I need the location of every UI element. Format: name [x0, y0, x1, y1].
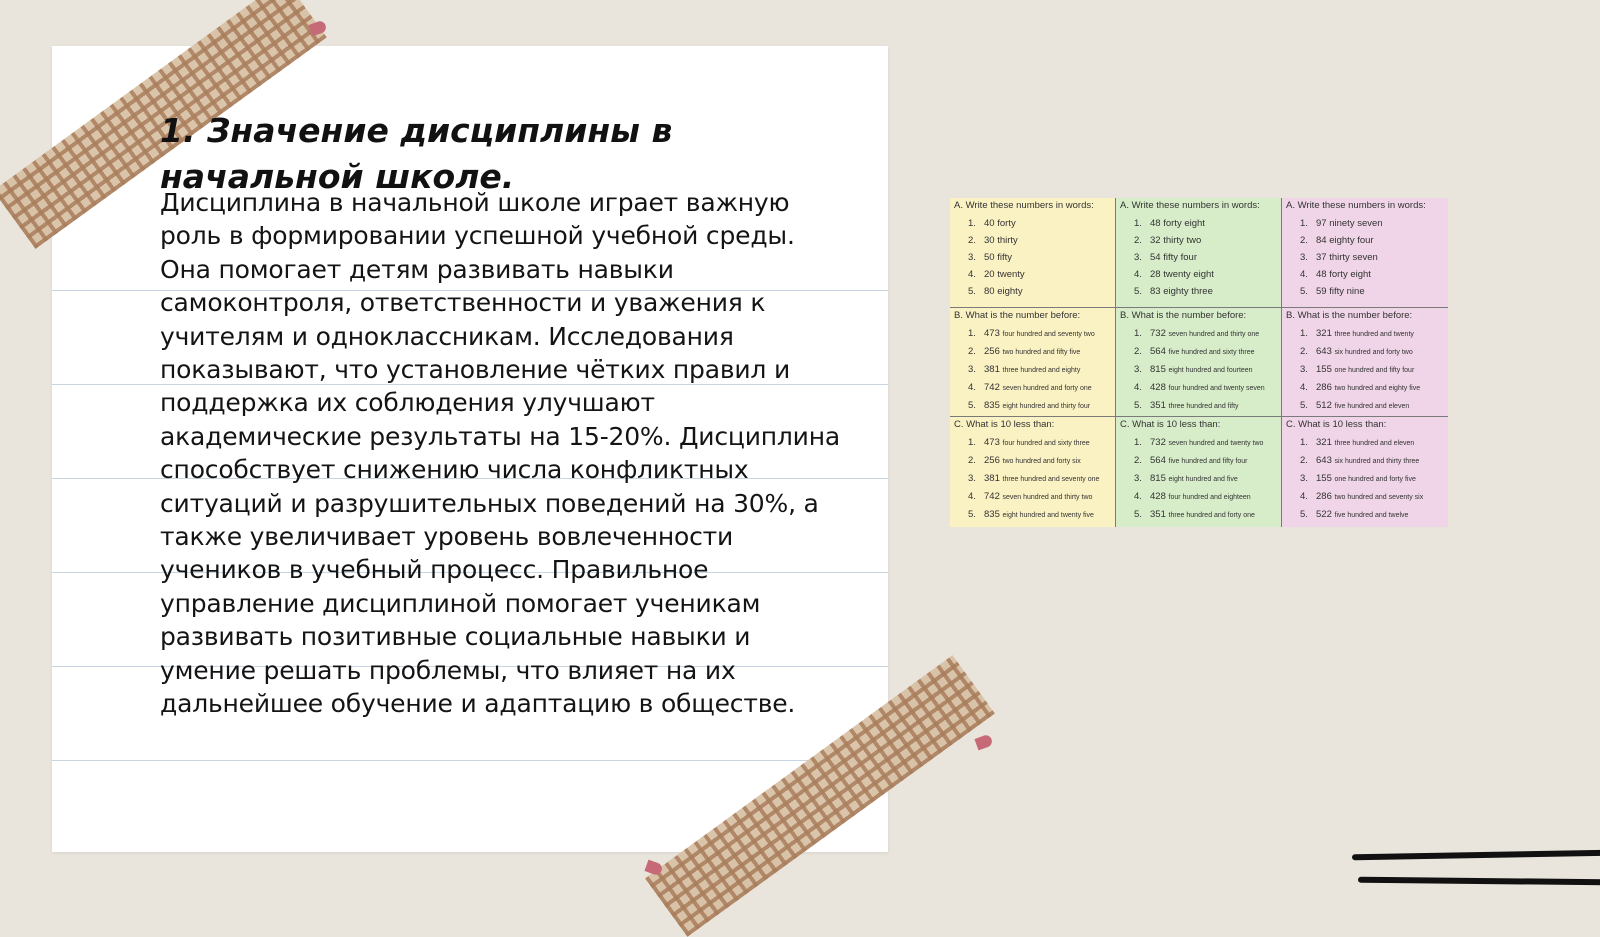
worksheet-item-words: forty eight: [1163, 218, 1205, 229]
worksheet-item-value: 256: [984, 345, 1000, 357]
worksheet-item-words: two hundred and seventy six: [1334, 494, 1424, 502]
worksheet-item-value: 28: [1150, 269, 1161, 280]
worksheet-item-number: 5.: [1300, 286, 1308, 297]
worksheet-item: [954, 506, 1109, 524]
worksheet-item-number: 1.: [968, 437, 976, 449]
worksheet-item: [1286, 434, 1442, 452]
decorative-line: [1358, 877, 1600, 886]
worksheet-item: [1286, 452, 1442, 470]
worksheet-item-words: thirty two: [1163, 235, 1202, 246]
tape-tip: [974, 734, 993, 751]
worksheet-item-words: one hundred and fifty four: [1334, 366, 1415, 374]
worksheet-item-value: 40: [984, 218, 995, 229]
worksheet-item-value: 381: [984, 363, 1000, 375]
worksheet-item-words: four hundred and sixty three: [1002, 440, 1090, 448]
worksheet-item-words: three hundred and fifty: [1168, 402, 1239, 410]
worksheet-item-value: 742: [984, 381, 1000, 393]
worksheet-item-value: 286: [1316, 381, 1332, 393]
worksheet-item: [1286, 266, 1442, 283]
worksheet-item: [954, 488, 1109, 506]
worksheet-item-words: six hundred and thirty three: [1334, 458, 1420, 466]
worksheet-item-value: 643: [1316, 455, 1332, 467]
worksheet-item-number: 2.: [968, 455, 976, 467]
worksheet-item-number: 1.: [968, 327, 976, 339]
worksheet-item-value: 473: [984, 437, 1000, 449]
worksheet-item: [954, 470, 1109, 488]
worksheet-item: [954, 283, 1109, 300]
worksheet-item-value: 321: [1316, 327, 1332, 339]
worksheet-item-value: 428: [1150, 491, 1166, 503]
worksheet-item: [1120, 434, 1275, 452]
worksheet-item: [1120, 343, 1275, 361]
worksheet-cell: [1282, 308, 1448, 418]
worksheet-item-value: 428: [1150, 381, 1166, 393]
worksheet-item-number: 4.: [1300, 269, 1308, 280]
worksheet-item-value: 50: [984, 252, 995, 263]
worksheet-item-number: 5.: [968, 286, 976, 297]
worksheet-item-words: forty eight: [1329, 269, 1371, 280]
worksheet-item-value: 473: [984, 327, 1000, 339]
worksheet-item-value: 155: [1316, 473, 1332, 485]
worksheet-heading: C. What is 10 less than:: [1286, 419, 1387, 431]
worksheet-item-words: five hundred and fifty four: [1168, 458, 1248, 466]
worksheet-item-value: 321: [1316, 437, 1332, 449]
worksheet-item-words: seven hundred and thirty two: [1002, 494, 1093, 502]
worksheet-item-number: 4.: [1300, 381, 1308, 393]
worksheet-heading: A. Write these numbers in words:: [1286, 200, 1426, 211]
worksheet-item: [1120, 325, 1275, 343]
worksheet-item-words: five hundred and eleven: [1334, 402, 1410, 410]
worksheet-item-words: thirty seven: [1329, 252, 1378, 263]
worksheet-item: [1286, 488, 1442, 506]
worksheet-item-number: 4.: [968, 381, 976, 393]
worksheet-image: [950, 198, 1448, 527]
worksheet-item-number: 3.: [1300, 473, 1308, 485]
worksheet-item-words: eight hundred and twenty five: [1002, 512, 1094, 520]
worksheet-item-words: four hundred and seventy two: [1002, 330, 1095, 338]
worksheet-cell: [1282, 198, 1448, 308]
worksheet-item-number: 1.: [1134, 327, 1142, 339]
worksheet-item-number: 3.: [1300, 252, 1308, 263]
worksheet-item: [1286, 215, 1442, 232]
worksheet-item: [954, 379, 1109, 397]
worksheet-item: [1120, 397, 1275, 415]
worksheet-item-value: 742: [984, 491, 1000, 503]
worksheet-item: [1120, 266, 1275, 283]
worksheet-item-words: fifty four: [1163, 252, 1198, 263]
worksheet-item-words: eighty three: [1163, 286, 1213, 297]
worksheet-item-number: 1.: [1300, 218, 1308, 229]
worksheet-item-number: 2.: [1134, 235, 1142, 246]
worksheet-item: [954, 343, 1109, 361]
worksheet-item-words: eight hundred and five: [1168, 476, 1238, 484]
worksheet-item-words: twenty: [997, 269, 1025, 280]
worksheet-item-words: eight hundred and fourteen: [1168, 366, 1253, 374]
worksheet-cell: [950, 198, 1116, 308]
worksheet-item-number: 5.: [968, 399, 976, 411]
worksheet-item: [1120, 506, 1275, 524]
worksheet-item: [954, 232, 1109, 249]
worksheet-item: [1120, 470, 1275, 488]
worksheet-item-number: 5.: [1134, 399, 1142, 411]
worksheet-item-words: five hundred and twelve: [1334, 512, 1409, 520]
worksheet-item-value: 32: [1150, 235, 1161, 246]
worksheet-item-number: 4.: [1300, 491, 1308, 503]
worksheet-item-number: 3.: [1134, 363, 1142, 375]
worksheet-item-number: 4.: [968, 491, 976, 503]
worksheet-heading: A. Write these numbers in words:: [954, 200, 1094, 211]
worksheet-item-value: 815: [1150, 473, 1166, 485]
worksheet-item-number: 3.: [968, 473, 976, 485]
worksheet-item-words: fifty nine: [1329, 286, 1365, 297]
worksheet-item-value: 512: [1316, 399, 1332, 411]
worksheet-item-words: two hundred and eighty five: [1334, 384, 1421, 392]
worksheet-item-number: 2.: [1134, 455, 1142, 467]
worksheet-heading: B. What is the number before:: [1286, 309, 1413, 321]
worksheet-item-number: 5.: [1134, 509, 1142, 521]
worksheet-item-value: 48: [1316, 269, 1327, 280]
worksheet-item-words: seven hundred and forty one: [1002, 384, 1092, 392]
worksheet-item: [1120, 232, 1275, 249]
worksheet-item-value: 256: [984, 455, 1000, 467]
worksheet-item: [954, 215, 1109, 232]
worksheet-item-number: 1.: [1134, 218, 1142, 229]
worksheet-item: [954, 361, 1109, 379]
worksheet-item-number: 5.: [1300, 509, 1308, 521]
worksheet-item-words: thirty: [997, 235, 1018, 246]
worksheet-item-number: 5.: [1300, 399, 1308, 411]
worksheet-cell: [950, 417, 1116, 527]
worksheet-item: [1286, 506, 1442, 524]
worksheet-item: [1286, 325, 1442, 343]
decorative-line: [1352, 850, 1600, 861]
worksheet-item-number: 2.: [1300, 235, 1308, 246]
worksheet-item-words: forty: [997, 218, 1016, 229]
worksheet-item-number: 1.: [1134, 437, 1142, 449]
worksheet-cell: [1282, 417, 1448, 527]
worksheet-cell: [1116, 308, 1282, 418]
worksheet-item-words: ninety seven: [1329, 218, 1383, 229]
worksheet-item-value: 155: [1316, 363, 1332, 375]
worksheet-item: [1120, 249, 1275, 266]
worksheet-item: [1286, 232, 1442, 249]
worksheet-item-number: 1.: [968, 218, 976, 229]
worksheet-item-words: eighty four: [1329, 235, 1374, 246]
worksheet-item: [954, 325, 1109, 343]
worksheet-item-words: two hundred and forty six: [1002, 458, 1081, 466]
worksheet-heading: A. Write these numbers in words:: [1120, 200, 1260, 211]
worksheet-item-value: 84: [1316, 235, 1327, 246]
worksheet-item-number: 4.: [1134, 491, 1142, 503]
worksheet-item-number: 3.: [1300, 363, 1308, 375]
worksheet-item-value: 835: [984, 509, 1000, 521]
paper-rule: [52, 760, 888, 761]
worksheet-item-words: eighty: [997, 286, 1023, 297]
worksheet-item-value: 37: [1316, 252, 1327, 263]
worksheet-item-words: one hundred and forty five: [1334, 476, 1416, 484]
worksheet-item-words: two hundred and fifty five: [1002, 348, 1081, 356]
slide-body-text: Дисциплина в начальной школе играет важную роль в формировании успешной учебной среды. Она помогает детям развивать навыки самоконтроля, ответственности и уважения к учителям и одноклассникам. Исследования показывают, что установление чётких правил и поддержка их соблюдения улучшают академические результаты на 15-20%. Дисциплина способствует снижению числа конфликтных ситуаций и разрушительных поведений на 30%, а также увеличивает уровень вовлеченности учеников в учебный процесс. Правильное управление дисциплиной помогает ученикам развивать позитивные социальные навыки и умение решать проблемы, что влияет на их дальнейшее обучение и адаптацию в обществе.: [160, 188, 840, 719]
worksheet-item: [1120, 452, 1275, 470]
worksheet-heading: B. What is the number before:: [954, 309, 1081, 321]
worksheet-item-words: twenty eight: [1163, 269, 1214, 280]
worksheet-item-words: seven hundred and twenty two: [1168, 440, 1264, 448]
worksheet-item-words: five hundred and sixty three: [1168, 348, 1255, 356]
worksheet-item-number: 2.: [1300, 455, 1308, 467]
worksheet-item-words: four hundred and eighteen: [1168, 494, 1251, 502]
worksheet-item: [954, 434, 1109, 452]
worksheet-item-value: 80: [984, 286, 995, 297]
worksheet-item: [1286, 283, 1442, 300]
worksheet-item-value: 643: [1316, 345, 1332, 357]
worksheet-item-words: three hundred and eleven: [1334, 440, 1415, 448]
worksheet-item: [954, 452, 1109, 470]
worksheet-item-value: 815: [1150, 363, 1166, 375]
worksheet-item-value: 48: [1150, 218, 1161, 229]
worksheet-heading: B. What is the number before:: [1120, 309, 1247, 321]
worksheet-item-number: 3.: [968, 252, 976, 263]
slide-title: 1. Значение дисциплины в начальной школе.: [160, 111, 673, 196]
worksheet-item-value: 732: [1150, 327, 1166, 339]
worksheet-item-value: 59: [1316, 286, 1327, 297]
worksheet-item-number: 1.: [1300, 327, 1308, 339]
worksheet-heading: C. What is 10 less than:: [1120, 419, 1221, 431]
worksheet-cell: [1116, 417, 1282, 527]
worksheet-item: [1120, 488, 1275, 506]
worksheet-item-number: 4.: [1134, 269, 1142, 280]
worksheet-item-value: 286: [1316, 491, 1332, 503]
worksheet-item-number: 3.: [1134, 473, 1142, 485]
worksheet-item-words: three hundred and eighty: [1002, 366, 1081, 374]
worksheet-cell: [950, 308, 1116, 418]
worksheet-item-words: six hundred and forty two: [1334, 348, 1413, 356]
worksheet-item: [1120, 361, 1275, 379]
worksheet-item-value: 97: [1316, 218, 1327, 229]
worksheet-item: [954, 249, 1109, 266]
worksheet-item: [1286, 343, 1442, 361]
worksheet-item-value: 351: [1150, 399, 1166, 411]
worksheet-item: [1120, 215, 1275, 232]
worksheet-item-number: 3.: [1134, 252, 1142, 263]
worksheet-item-number: 2.: [968, 345, 976, 357]
worksheet-item-number: 4.: [1134, 381, 1142, 393]
worksheet-item-words: four hundred and twenty seven: [1168, 384, 1265, 392]
worksheet-item-number: 2.: [1134, 345, 1142, 357]
worksheet-item-number: 5.: [968, 509, 976, 521]
worksheet-item-value: 83: [1150, 286, 1161, 297]
worksheet-item-number: 3.: [968, 363, 976, 375]
worksheet-item-value: 732: [1150, 437, 1166, 449]
worksheet-item: [1286, 379, 1442, 397]
worksheet-item-value: 522: [1316, 509, 1332, 521]
worksheet-item-words: three hundred and forty one: [1168, 512, 1255, 520]
worksheet-item-number: 2.: [968, 235, 976, 246]
worksheet-item: [954, 266, 1109, 283]
worksheet-item: [1286, 361, 1442, 379]
worksheet-cell: [1116, 198, 1282, 308]
worksheet-item-value: 564: [1150, 345, 1166, 357]
worksheet-item-number: 2.: [1300, 345, 1308, 357]
worksheet-item: [1286, 397, 1442, 415]
worksheet-item-value: 835: [984, 399, 1000, 411]
worksheet-item: [1286, 249, 1442, 266]
worksheet-item-value: 381: [984, 473, 1000, 485]
worksheet-item-words: three hundred and seventy one: [1002, 476, 1100, 484]
worksheet-item-value: 20: [984, 269, 995, 280]
worksheet-item-value: 351: [1150, 509, 1166, 521]
worksheet-item: [1120, 283, 1275, 300]
worksheet-item-words: three hundred and twenty: [1334, 330, 1414, 338]
worksheet-item-value: 564: [1150, 455, 1166, 467]
worksheet-item-words: seven hundred and thirty one: [1168, 330, 1260, 338]
worksheet-item-number: 1.: [1300, 437, 1308, 449]
worksheet-item: [1286, 470, 1442, 488]
worksheet-item-value: 30: [984, 235, 995, 246]
worksheet-item-number: 5.: [1134, 286, 1142, 297]
worksheet-item-value: 54: [1150, 252, 1161, 263]
worksheet-item: [954, 397, 1109, 415]
worksheet-item-words: fifty: [997, 252, 1012, 263]
worksheet-heading: C. What is 10 less than:: [954, 419, 1055, 431]
worksheet-item: [1120, 379, 1275, 397]
worksheet-item-words: eight hundred and thirty four: [1002, 402, 1091, 410]
worksheet-item-number: 4.: [968, 269, 976, 280]
